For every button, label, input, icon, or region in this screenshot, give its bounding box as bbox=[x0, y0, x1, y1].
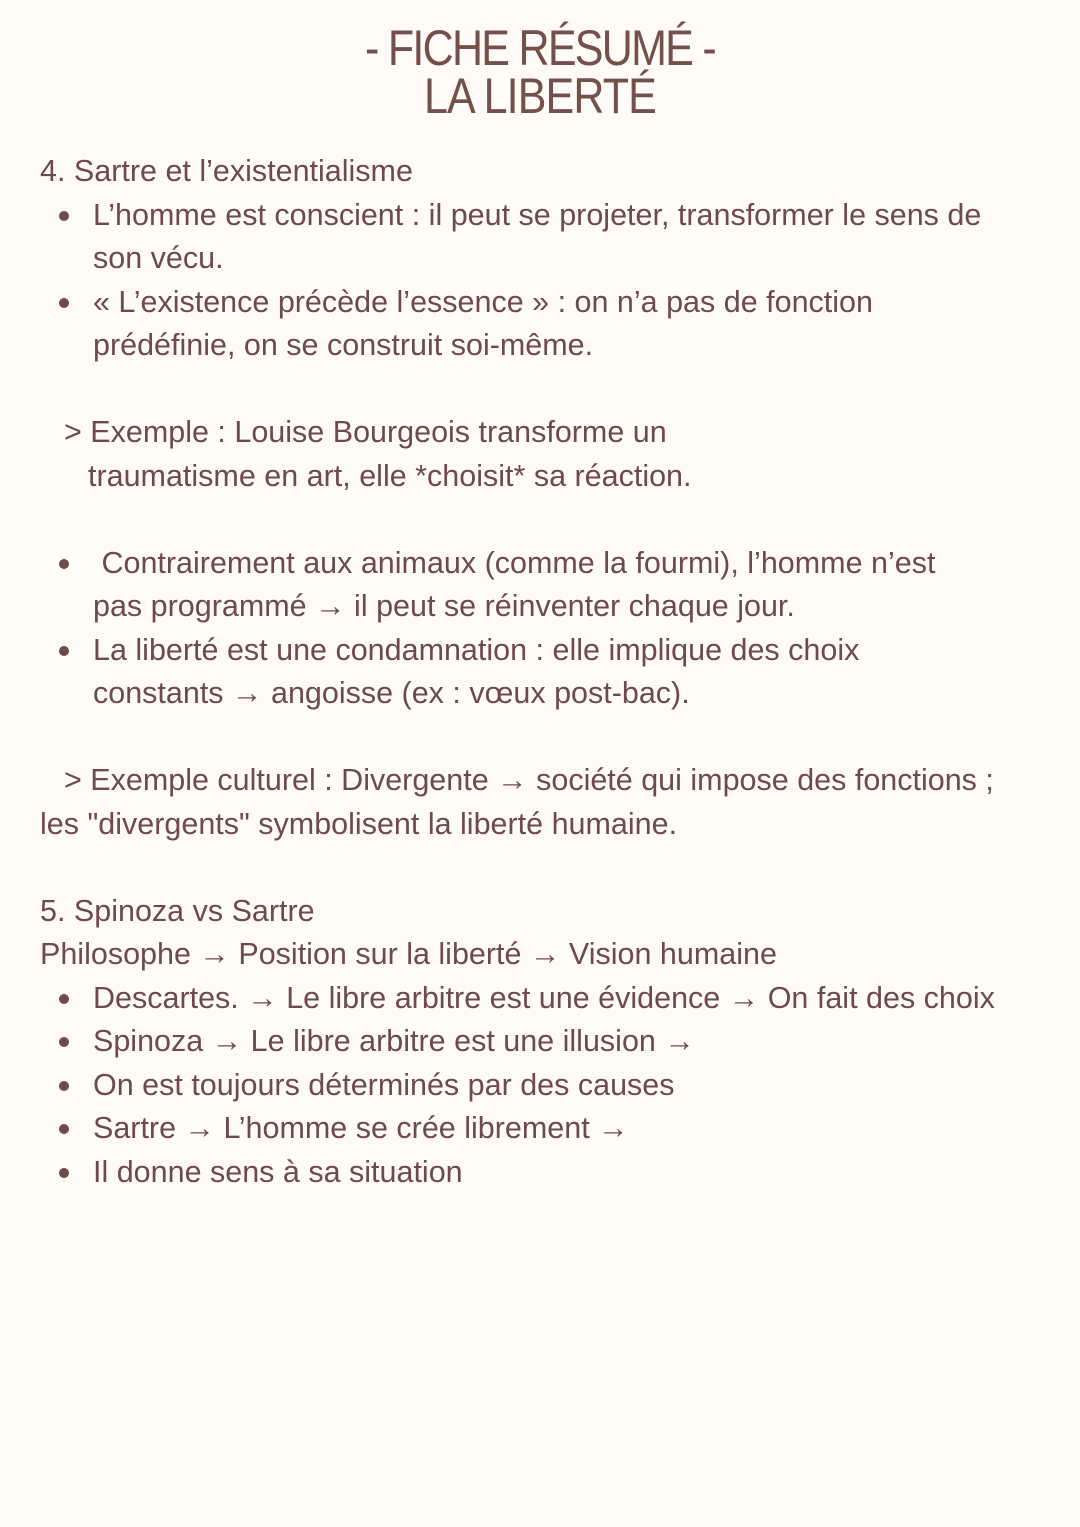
list-item-text: La liberté est une condamnation : elle implique des choix bbox=[93, 632, 860, 667]
example-text: > Exemple : Louise Bourgeois transforme un bbox=[64, 415, 667, 449]
list-item bbox=[93, 629, 1060, 716]
bullet-icon bbox=[59, 1124, 69, 1134]
cultural-example-text: > Exemple culturel : Divergente → société qui impose des fonctions ; bbox=[64, 763, 994, 797]
cultural-example-text-continued: les "divergents" symbolisent la liberté humaine. bbox=[40, 806, 678, 841]
section-4-bullets-b bbox=[40, 542, 1060, 716]
bullet-icon bbox=[59, 1168, 69, 1178]
list-item-text: On est toujours déterminés par des causes bbox=[93, 1067, 675, 1102]
spacer bbox=[40, 846, 1060, 890]
list-item-text: L’homme est conscient : il peut se projeter, transformer le sens de bbox=[93, 197, 982, 232]
list-item bbox=[93, 1107, 1060, 1151]
example-louise-bourgeois bbox=[40, 411, 1060, 498]
title-line-la-liberte: LA LIBERTÉ bbox=[423, 68, 657, 124]
list-item-text-continued: son vécu. bbox=[93, 241, 224, 275]
spacer bbox=[40, 498, 1060, 542]
section-4-heading: 4. Sartre et l’existentialisme bbox=[40, 154, 413, 188]
list-item bbox=[93, 281, 1060, 368]
section-5-bullets bbox=[40, 977, 1060, 1195]
bullet-icon bbox=[59, 298, 69, 308]
spacer bbox=[40, 716, 1060, 760]
spacer bbox=[40, 368, 1060, 412]
bullet-icon bbox=[59, 211, 69, 221]
list-item-text-continued: prédéfinie, on se construit soi-même. bbox=[93, 328, 594, 362]
bullet-icon bbox=[59, 559, 69, 569]
section-5-heading: 5. Spinoza vs Sartre bbox=[40, 893, 315, 928]
list-item bbox=[93, 542, 1060, 629]
title-line-fiche-resume: - FICHE RÉSUMÉ - bbox=[365, 20, 715, 76]
example-divergente bbox=[40, 759, 1060, 846]
comparison-header: Philosophe → Position sur la liberté → Vision humaine bbox=[40, 937, 777, 971]
page-title bbox=[76, 20, 1005, 124]
bullet-icon bbox=[59, 994, 69, 1004]
list-item-text: Il donne sens à sa situation bbox=[93, 1154, 463, 1189]
list-item bbox=[93, 1020, 1060, 1064]
list-item bbox=[93, 977, 1060, 1021]
list-item-text-continued: pas programmé → il peut se réinventer chaque jour. bbox=[93, 589, 795, 623]
list-item bbox=[93, 1064, 1060, 1108]
bullet-icon bbox=[59, 646, 69, 656]
list-item-text: « L’existence précède l’essence » : on n’a pas de fonction bbox=[93, 284, 873, 319]
example-text-continued: traumatisme en art, elle *choisit* sa réaction. bbox=[88, 458, 692, 493]
list-item-text: Sartre → L’homme se crée librement → bbox=[93, 1111, 629, 1145]
bullet-icon bbox=[59, 1037, 69, 1047]
list-item-text-continued: constants → angoisse (ex : vœux post-bac). bbox=[93, 676, 690, 710]
list-item-text: Contrairement aux animaux (comme la fourmi), l’homme n’est bbox=[93, 545, 936, 580]
list-item-text: Descartes. → Le libre arbitre est une évidence → On fait des choix bbox=[93, 980, 995, 1015]
list-item bbox=[93, 1151, 1060, 1195]
list-item bbox=[93, 194, 1060, 281]
section-4-bullets-a bbox=[40, 194, 1060, 368]
document-body bbox=[40, 150, 1060, 1194]
bullet-icon bbox=[59, 1081, 69, 1091]
list-item-text: Spinoza → Le libre arbitre est une illusion → bbox=[93, 1024, 695, 1058]
